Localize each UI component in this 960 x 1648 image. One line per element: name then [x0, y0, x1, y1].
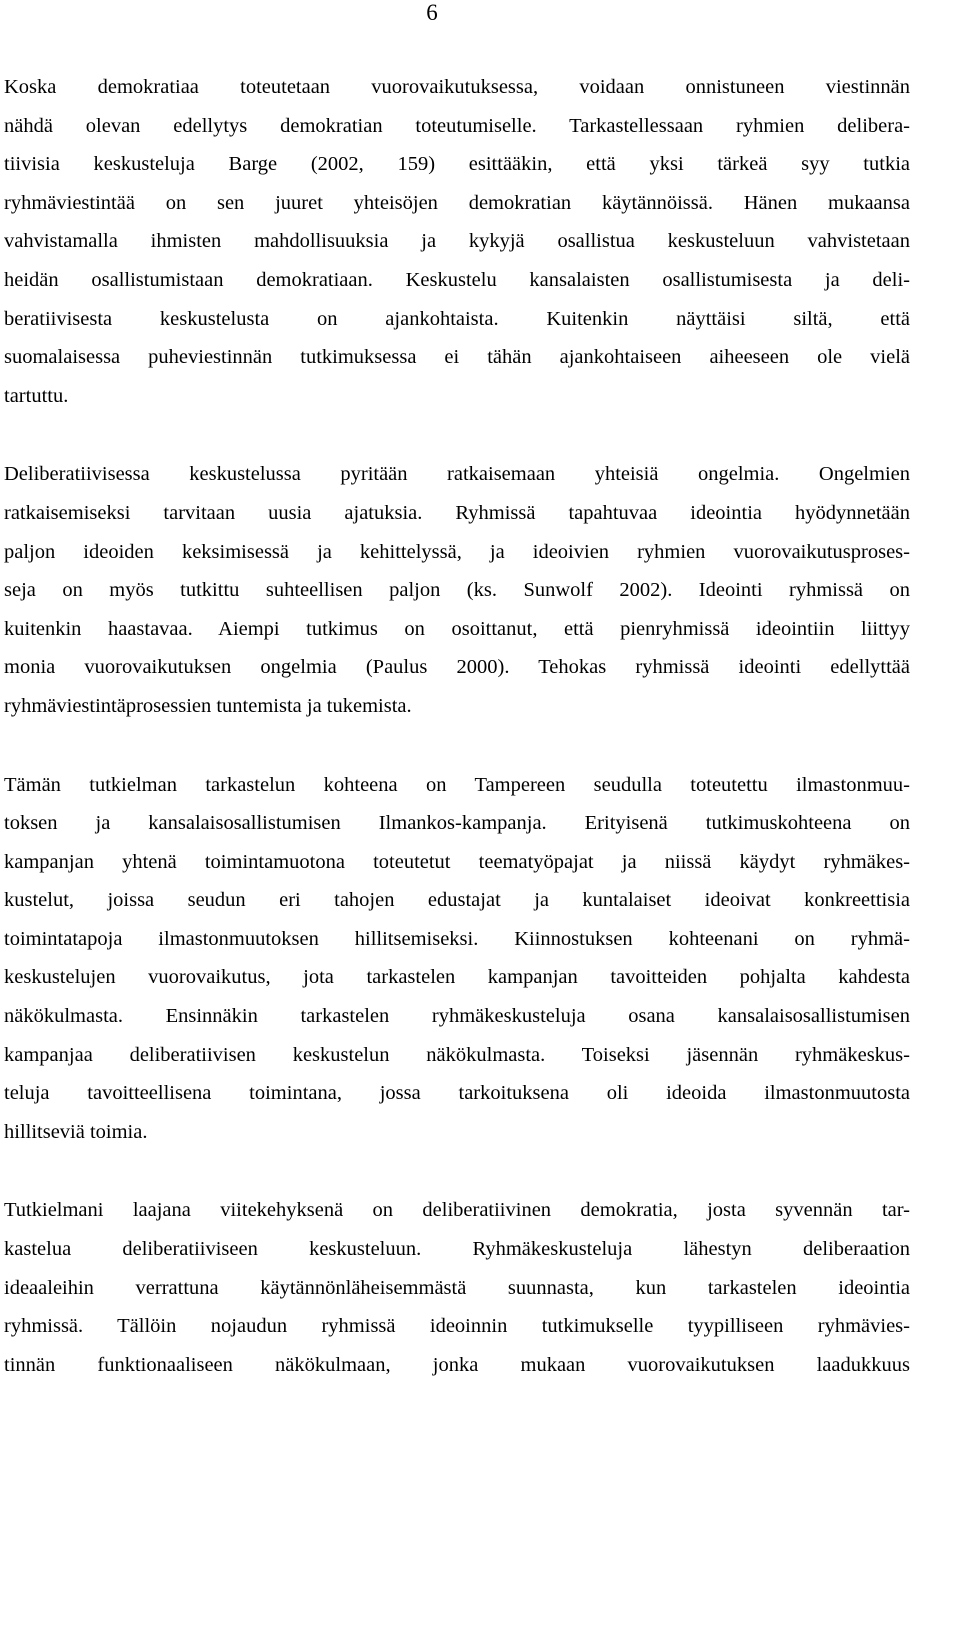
text-line: tiivisia keskusteluja Barge (2002, 159) esittääkin, että yksi tärkeä syy tutkia [4, 153, 910, 176]
text-line: Deliberatiivisessa keskustelussa pyritään ratkaisemaan yhteisiä ongelmia. Ongelmien [4, 463, 910, 486]
text-line: suomalaisessa puheviestinnän tutkimuksessa ei tähän ajankohtaiseen aiheeseen ole vielä [4, 346, 910, 369]
text-line: toimintatapoja ilmastonmuutoksen hillitsemiseksi. Kiinnostuksen kohteenani on ryhmä- [4, 927, 910, 950]
text-line: keskustelujen vuorovaikutus, jota tarkastelen kampanjan tavoitteiden pohjalta kahdesta [4, 966, 910, 989]
text-line: heidän osallistumistaan demokratiaan. Keskustelu kansalaisten osallistumisesta ja deli- [4, 268, 910, 291]
paragraph-gap [4, 415, 910, 455]
page-body [4, 68, 910, 1384]
text-line: teluja tavoitteellisena toimintana, jossa tarkoituksena oli ideoida ilmastonmuutosta [4, 1082, 910, 1105]
text-line: Koska demokratiaa toteutetaan vuorovaikutuksessa, voidaan onnistuneen viestinnän [4, 76, 910, 98]
text-line: toksen ja kansalaisosallistumisen Ilmankos-kampanja. Erityisenä tutkimuskohteena on [4, 812, 910, 835]
text-line: tinnän funktionaaliseen näkökulmaan, jonka mukaan vuorovaikutuksen laadukkuus [4, 1353, 910, 1376]
text-line: monia vuorovaikutuksen ongelmia (Paulus 2000). Tehokas ryhmissä ideointi edellyttää [4, 656, 910, 679]
text-line: ryhmäviestintäprosessien tuntemista ja tukemista. [4, 694, 412, 717]
text-line: kustelut, joissa seudun eri tahojen edustajat ja kuntalaiset ideoivat konkreettisia [4, 889, 910, 912]
text-line: kampanjaa deliberatiivisen keskustelun näkökulmasta. Toiseksi jäsennän ryhmäkeskus- [4, 1043, 910, 1066]
page-number: 6 [426, 0, 438, 25]
text-line: Tämän tutkielman tarkastelun kohteena on Tampereen seudulla toteutettu ilmastonmuu- [4, 773, 910, 796]
paragraph-2 [4, 455, 910, 725]
paragraph-gap [4, 726, 910, 766]
text-line: kastelua deliberatiiviseen keskusteluun. Ryhmäkeskusteluja lähestyn deliberaation [4, 1238, 910, 1261]
text-line: Tutkielmani laajana viitekehyksenä on deliberatiivinen demokratia, josta syvennän tar- [4, 1199, 910, 1222]
text-line: näkökulmasta. Ensinnäkin tarkastelen ryhmäkeskusteluja osana kansalaisosallistumisen [4, 1005, 910, 1028]
paragraph-1 [4, 68, 910, 415]
text-line: tartuttu. [4, 384, 69, 407]
paragraph-gap [4, 1151, 910, 1191]
text-line: ratkaisemiseksi tarvitaan uusia ajatuksia. Ryhmissä tapahtuvaa ideointia hyödynnetään [4, 501, 910, 524]
text-line: vahvistamalla ihmisten mahdollisuuksia ja kykyjä osallistua keskusteluun vahvistetaan [4, 230, 910, 253]
text-line: paljon ideoiden keksimisessä ja kehittelyssä, ja ideoivien ryhmien vuorovaikutusproses- [4, 540, 910, 563]
text-line: ryhmissä. Tällöin nojaudun ryhmissä ideoinnin tutkimukselle tyypilliseen ryhmävies- [4, 1315, 910, 1338]
text-line: ryhmäviestintää on sen juuret yhteisöjen demokratian käytännöissä. Hänen mukaansa [4, 191, 910, 214]
paragraph-3 [4, 766, 910, 1152]
text-line: hillitseviä toimia. [4, 1120, 148, 1143]
text-line: beratiivisesta keskustelusta on ajankohtaista. Kuitenkin näyttäisi siltä, että [4, 307, 910, 330]
text-line: kuitenkin haastavaa. Aiempi tutkimus on osoittanut, että pienryhmissä ideointiin liittyy [4, 617, 910, 640]
text-line: seja on myös tutkittu suhteellisen paljon (ks. Sunwolf 2002). Ideointi ryhmissä on [4, 579, 910, 602]
text-line: kampanjan yhtenä toimintamuotona toteutetut teematyöpajat ja niissä käydyt ryhmäkes- [4, 850, 910, 873]
paragraph-4 [4, 1191, 910, 1384]
text-line: ideaaleihin verrattuna käytännönläheisemmästä suunnasta, kun tarkastelen ideointia [4, 1276, 910, 1299]
text-line: nähdä olevan edellytys demokratian toteutumiselle. Tarkastellessaan ryhmien delibera- [4, 114, 910, 137]
